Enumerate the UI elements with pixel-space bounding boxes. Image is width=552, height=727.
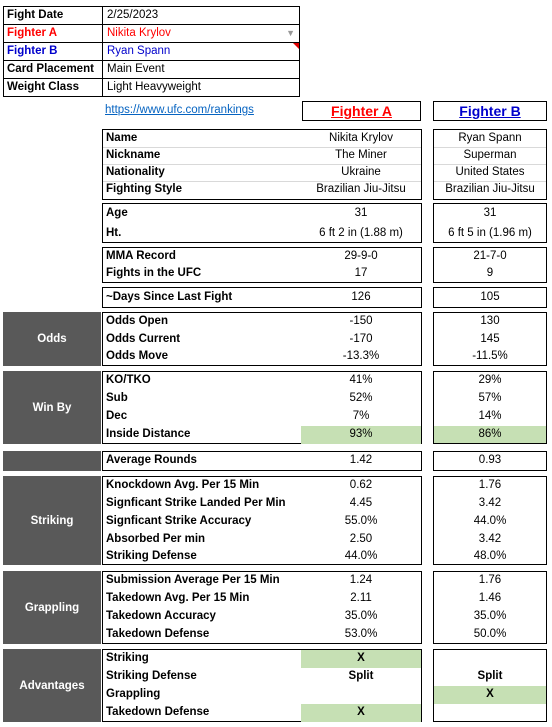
striking-section-title: Striking [3, 476, 101, 565]
fighter-b-odds-current: 145 [480, 333, 500, 345]
fighter-b-sig-strike-accuracy: 44.0% [473, 515, 507, 527]
sig-strike-landed-label: Signficant Strike Landed Per Min [106, 497, 286, 509]
fighter-a-adv-takedown-defense: X [301, 704, 421, 722]
fighter-b-adv-striking [434, 650, 546, 668]
fighter-b-sub: 57% [478, 392, 502, 404]
fighter-b-name: Ryan Spann [458, 132, 522, 144]
fighter-a-odds-current: -170 [349, 333, 373, 345]
fighter-b-nationality: United States [455, 166, 525, 178]
nickname-label: Nickname [106, 149, 161, 161]
fighter-b-days-block [433, 287, 547, 308]
fighter-a-submission-avg: 1.24 [349, 574, 373, 586]
fighter-b-info-block [433, 129, 547, 200]
fighter-a-sub: 52% [349, 392, 373, 404]
weight-class-value[interactable]: Light Heavyweight [107, 81, 201, 93]
physical-block [102, 203, 422, 243]
fighter-a-inside-distance: 93% [301, 426, 421, 444]
fighter-b-nickname: Superman [463, 149, 517, 161]
card-placement-value[interactable]: Main Event [107, 63, 165, 75]
fighter-a-ufc-fights: 17 [354, 267, 368, 279]
fighter-a-label: Fighter A [7, 27, 58, 39]
fighter-b-knockdown-avg: 1.76 [478, 479, 502, 491]
striking-defense-label: Striking Defense [106, 550, 197, 562]
odds-current-row [103, 331, 421, 349]
dropdown-arrow-icon[interactable]: ▼ [286, 28, 295, 38]
striking-block [102, 476, 422, 565]
fighter-info-block [102, 129, 422, 200]
fighter-b-value[interactable]: Ryan Spann [107, 45, 171, 57]
takedown-avg-label: Takedown Avg. Per 15 Min [106, 592, 250, 604]
takedown-accuracy-label: Takedown Accuracy [106, 610, 216, 622]
fighter-b-record-block [433, 247, 547, 283]
odds-section-title: Odds [3, 312, 101, 366]
fighter-b-odds-move: -11.5% [472, 350, 508, 362]
age-row [103, 205, 421, 225]
fighter-b-striking-block [433, 476, 547, 565]
fighter-a-sig-strike-accuracy: 55.0% [344, 515, 378, 527]
submission-avg-label: Submission Average Per 15 Min [106, 574, 280, 586]
fighter-a-takedown-avg: 2.11 [350, 592, 372, 604]
fighter-a-sig-strike-landed: 4.45 [349, 497, 373, 509]
age-label: Age [106, 207, 128, 219]
adv-striking-label: Striking [106, 652, 149, 664]
card-placement-label: Card Placement [7, 63, 94, 75]
ufc-fights-label: Fights in the UFC [106, 267, 202, 279]
fighter-b-avg-rounds: 0.93 [478, 454, 502, 466]
ko-tko-label: KO/TKO [106, 374, 151, 386]
fighter-a-height: 6 ft 2 in (1.88 m) [319, 227, 403, 239]
fighter-b-takedown-accuracy: 35.0% [473, 610, 507, 622]
win-by-block [102, 371, 422, 444]
fighter-b-absorbed: 3.42 [478, 533, 502, 545]
fighter-b-striking-defense: 48.0% [473, 550, 507, 562]
fighter-b-win-by-block [433, 371, 547, 444]
height-row [103, 225, 421, 243]
fighter-a-knockdown-avg: 0.62 [349, 479, 373, 491]
nationality-row [103, 164, 421, 182]
fighter-a-value[interactable]: Nikita Krylov [107, 27, 171, 39]
fight-info-table [3, 6, 300, 97]
fight-date-row [4, 7, 299, 25]
takedown-defense-label: Takedown Defense [106, 628, 210, 640]
inside-distance-label: Inside Distance [106, 428, 191, 440]
fighter-a-style: Brazilian Jiu-Jitsu [316, 183, 406, 195]
nickname-row [103, 147, 421, 165]
adv-takedown-defense-label: Takedown Defense [106, 706, 210, 718]
fighter-b-adv-striking-defense: Split [477, 670, 503, 682]
fighter-b-inside-distance: 86% [434, 426, 546, 443]
fighter-a-avg-rounds: 1.42 [349, 454, 373, 466]
advantages-section-title: Advantages [3, 649, 101, 722]
sub-label: Sub [106, 392, 128, 404]
fighter-a-nickname: The Miner [335, 149, 387, 161]
fighter-b-adv-takedown-defense [434, 704, 546, 721]
fighter-b-label: Fighter B [7, 45, 58, 57]
fighting-style-row [103, 181, 421, 199]
fighter-b-sig-strike-landed: 3.42 [478, 497, 502, 509]
fighting-style-label: Fighting Style [106, 183, 183, 195]
fighter-a-dec: 7% [352, 410, 370, 422]
fighter-a-adv-striking: X [301, 650, 421, 668]
advantages-block [102, 649, 422, 722]
fighter-a-header: Fighter A [302, 101, 421, 121]
odds-move-row [103, 348, 421, 366]
odds-block [102, 312, 422, 366]
fighter-b-record: 21-7-0 [473, 250, 507, 262]
dec-label: Dec [106, 410, 128, 422]
fighter-b-odds-open: 130 [480, 315, 500, 327]
days-label: ~Days Since Last Fight [106, 291, 233, 303]
fighter-b-avg-rounds-block [433, 451, 547, 471]
fighter-a-age: 31 [354, 207, 368, 219]
fighter-b-row [4, 43, 299, 61]
grappling-section-title: Grappling [3, 571, 101, 644]
height-label: Ht. [106, 227, 122, 239]
mma-record-row [103, 248, 421, 266]
fighter-b-ufc-fights: 9 [486, 267, 494, 279]
fighter-a-record: 29-9-0 [344, 250, 378, 262]
fighter-b-height: 6 ft 5 in (1.96 m) [448, 227, 532, 239]
nationality-label: Nationality [106, 166, 165, 178]
weight-class-row [4, 79, 299, 97]
fight-date-value[interactable]: 2/25/2023 [107, 9, 159, 21]
comment-marker-icon [293, 43, 299, 49]
fighter-b-days: 105 [480, 291, 500, 303]
fighter-b-takedown-defense: 50.0% [473, 628, 507, 640]
odds-open-row [103, 313, 421, 331]
knockdown-avg-label: Knockdown Avg. Per 15 Min [106, 479, 260, 491]
fighter-a-striking-defense: 44.0% [344, 550, 378, 562]
fighter-b-header: Fighter B [433, 101, 547, 121]
ufc-rankings-link[interactable]: https://www.ufc.com/rankings [105, 104, 254, 116]
fighter-b-takedown-avg: 1.46 [478, 592, 502, 604]
fight-date-label: Fight Date [7, 9, 64, 21]
fighter-a-adv-grappling [301, 686, 421, 704]
fighter-b-dec: 14% [478, 410, 502, 422]
fighter-a-name: Nikita Krylov [329, 132, 393, 144]
record-block [102, 247, 422, 283]
avg-rounds-spacer [3, 451, 101, 471]
mma-record-label: MMA Record [106, 250, 176, 262]
win-by-section-title: Win By [3, 371, 101, 444]
odds-open-label: Odds Open [106, 315, 168, 327]
fighter-a-odds-move: -13.3% [342, 350, 380, 362]
fighter-a-row [4, 25, 299, 43]
fighter-a-days: 126 [351, 291, 371, 303]
fighter-b-submission-avg: 1.76 [478, 574, 502, 586]
name-label: Name [106, 132, 138, 144]
card-placement-row [4, 61, 299, 79]
fighter-b-physical-block [433, 203, 547, 243]
adv-grappling-label: Grappling [106, 688, 161, 700]
name-row [103, 130, 421, 148]
fighter-a-nationality: Ukraine [341, 166, 381, 178]
fighter-b-age: 31 [483, 207, 497, 219]
grappling-block [102, 571, 422, 644]
fighter-b-grappling-block [433, 571, 547, 644]
fighter-a-absorbed: 2.50 [349, 533, 373, 545]
days-block [102, 287, 422, 308]
sig-strike-accuracy-label: Signficant Strike Accuracy [106, 515, 252, 527]
ufc-fights-row [103, 265, 421, 283]
absorbed-per-min-label: Absorbed Per min [106, 533, 206, 545]
odds-move-label: Odds Move [106, 350, 168, 362]
adv-striking-defense-label: Striking Defense [106, 670, 197, 682]
avg-rounds-label: Average Rounds [106, 454, 197, 466]
fighter-a-ko-tko: 41% [349, 374, 373, 386]
fighter-b-odds-block [433, 312, 547, 366]
fighter-b-adv-grappling: X [434, 686, 546, 704]
fighter-b-advantages-block [433, 649, 547, 722]
weight-class-label: Weight Class [7, 81, 79, 93]
fighter-b-ko-tko: 29% [478, 374, 502, 386]
fighter-a-adv-striking-defense: Split [348, 670, 374, 682]
fighter-b-style: Brazilian Jiu-Jitsu [445, 183, 535, 195]
fighter-a-takedown-accuracy: 35.0% [344, 610, 378, 622]
avg-rounds-block [102, 451, 422, 471]
fighter-a-odds-open: -150 [349, 315, 373, 327]
fighter-a-takedown-defense: 53.0% [344, 628, 378, 640]
odds-current-label: Odds Current [106, 333, 181, 345]
